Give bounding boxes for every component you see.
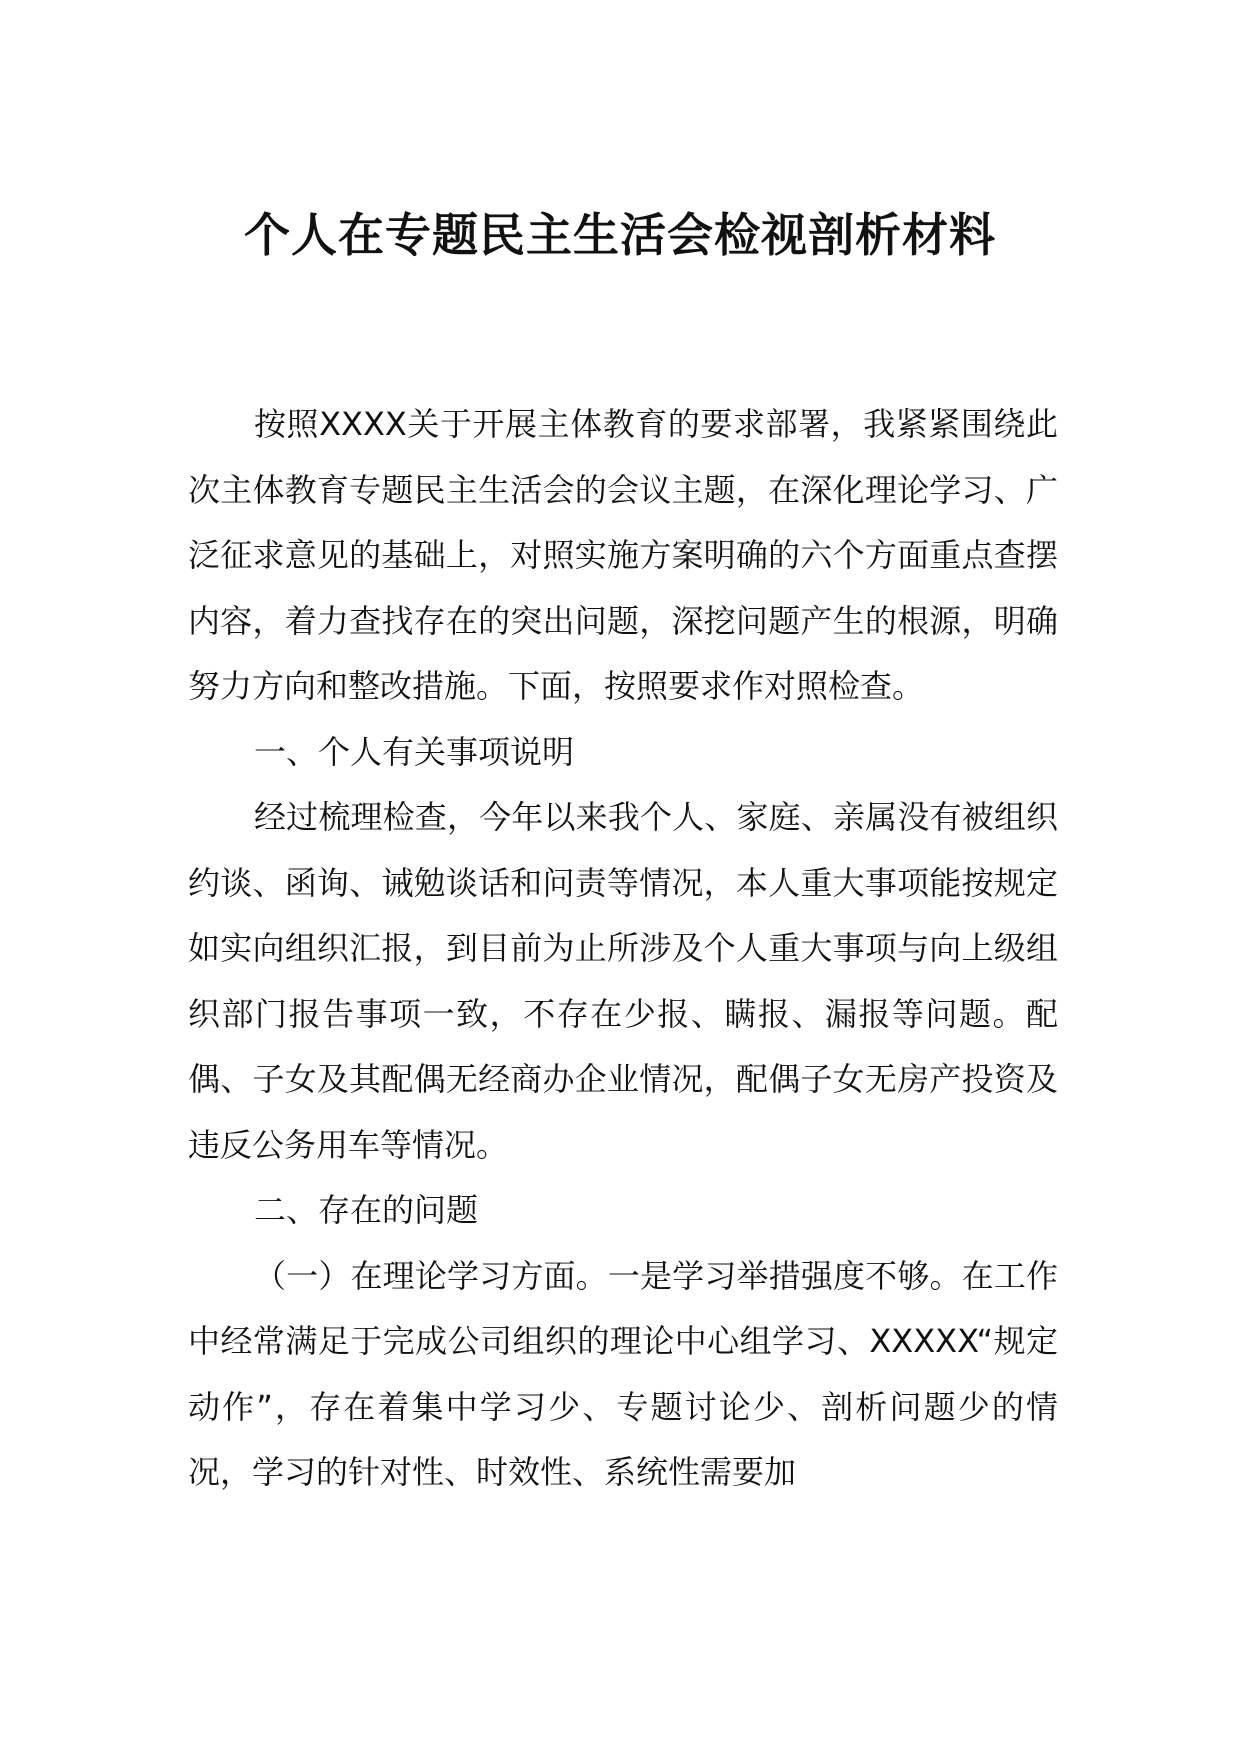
section-heading-problems: 二、存在的问题 xyxy=(254,1191,479,1229)
personal-matters-paragraph: 经过梳理检查，今年以来我个人、家庭、亲属没有被组织约谈、函询、诫勉谈话和问责等情况，本人重大事项能按规定如实向组织汇报，到目前为止所涉及个人重大事项与向上级组织部门报告事项一致，不存在少报、瞒报、漏报等问题。配偶、子女及其配偶无经商办企业情况，配偶子女无房产投资及违反公务用车等情况。 xyxy=(188,798,1058,1164)
document-body xyxy=(188,392,1058,1506)
document-title: 个人在专题民主生活会检视剖析材料 xyxy=(244,208,996,262)
section-heading-personal-matters: 一、个人有关事项说明 xyxy=(254,732,575,771)
theory-study-paragraph: （一）在理论学习方面。一是学习举措强度不够。在工作中经常满足于完成公司组织的理论中心组学习、XXXXX“规定动作”，存在着集中学习少、专题讨论少、剖析问题少的情况，学习的针对性、时效性、系统性需要加 xyxy=(188,1256,1058,1491)
intro-paragraph: 按照XXXX关于开展主体教育的要求部署，我紧紧围绕此次主体教育专题民主生活会的会议主题，在深化理论学习、广泛征求意见的基础上，对照实施方案明确的六个方面重点查摆内容，着力查找存在的突出问题，深挖问题产生的根源，明确努力方向和整改措施。下面，按照要求作对照检查。 xyxy=(188,405,1058,705)
